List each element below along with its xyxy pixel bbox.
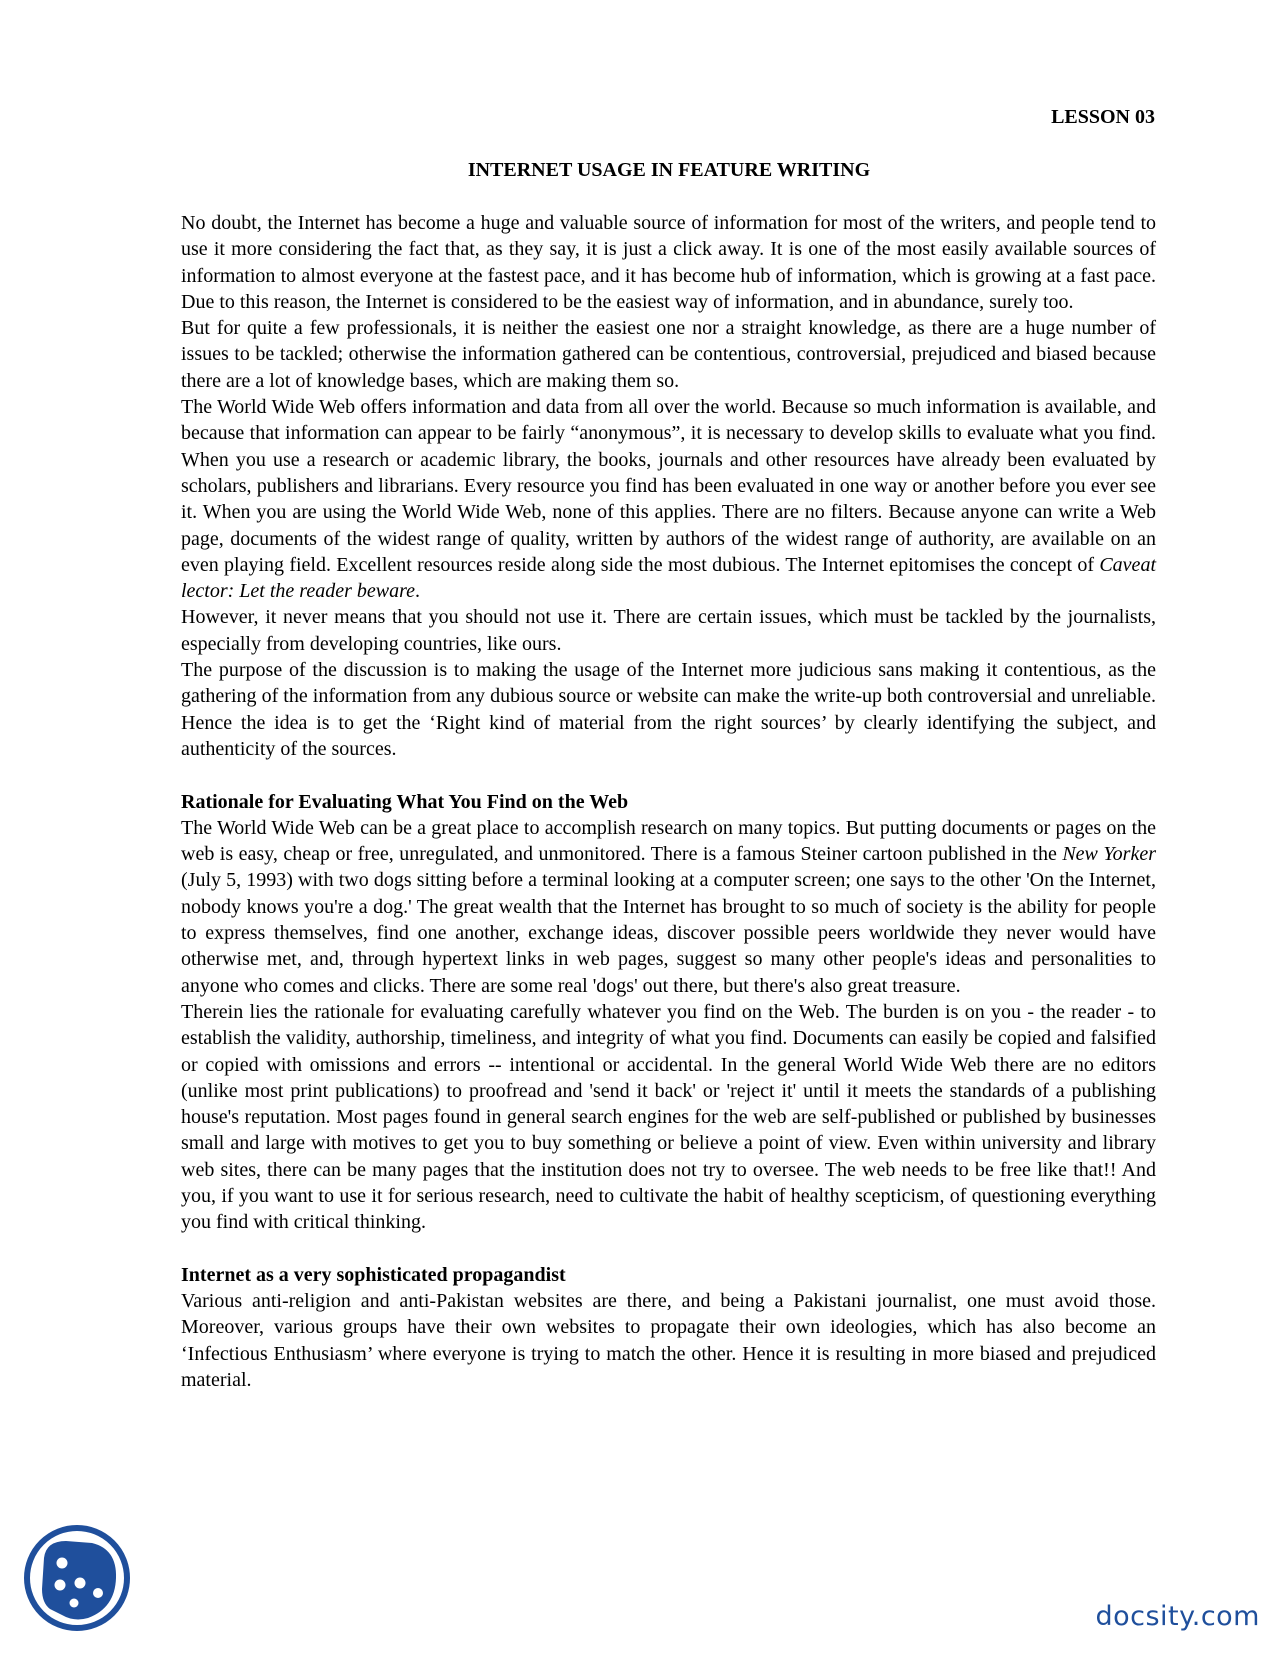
- rationale-paragraph-1-start: The World Wide Web can be a great place to accomplish research on many topics. But putting documents or pages on the web is easy, cheap or free, unregulated, and unmonitored. There is a famous Steiner cartoon published in the: [181, 816, 1156, 866]
- document-body: [181, 210, 1156, 1393]
- rationale-paragraph-1: [181, 815, 1156, 999]
- lesson-number: LESSON 03: [1051, 106, 1155, 128]
- intro-paragraph-5: The purpose of the discussion is to making the usage of the Internet more judicious sans making it contentious, as the gathering of the information from any dubious source or website can make the write-up both controversial and unreliable. Hence the idea is to get the ‘Right kind of material from the right sources’ by clearly identifying the subject, and authenticity of the sources.: [181, 659, 1156, 760]
- docsity-brand-link[interactable]: docsity.com: [1095, 1601, 1260, 1632]
- rationale-paragraph-2: Therein lies the rationale for evaluating carefully whatever you find on the Web. The burden is on you - the reader - to establish the validity, authorship, timeliness, and integrity of what you find. Documents can easily be copied and falsified or copied with omissions and errors -- intentional or accidental. In the general World Wide Web there are no editors (unlike most print publications) to proofread and 'send it back' or 'reject it' until it meets the standards of a publishing house's reputation. Most pages found in general search engines for the web are self-published or published by businesses small and large with motives to get you to buy something or believe a point of view. Even within university and library web sites, there can be many pages that the institution does not try to oversee. The web needs to be free like that!! And you, if you want to use it for serious research, need to cultivate the habit of healthy scepticism, of questioning everything you find with critical thinking.: [181, 1000, 1156, 1234]
- intro-paragraph-3: [181, 394, 1156, 604]
- intro-paragraph-4: However, it never means that you should not use it. There are certain issues, which must be tackled by the journalists, especially from developing countries, like ours.: [181, 606, 1156, 655]
- intro-paragraph-2: But for quite a few professionals, it is neither the easiest one nor a straight knowledge, as there are a huge number of issues to be tackled; otherwise the information gathered can be contentious, controversial, prejudiced and biased because there are a lot of knowledge bases, which are making them so.: [181, 317, 1156, 392]
- new-yorker-title: New Yorker: [1062, 843, 1156, 866]
- section-heading-propagandist: Internet as a very sophisticated propagandist: [181, 1263, 566, 1286]
- section-heading-rationale: Rationale for Evaluating What You Find on the Web: [181, 790, 629, 813]
- intro-paragraph-3-text: The World Wide Web offers information and data from all over the world. Because so much information is available, and because that information can appear to be fairly “anonymous”, it is necessary to develop skills to evaluate what you find. When you use a research or academic library, the books, journals and other resources have already been evaluated by scholars, publishers and librarians. Every resource you find has been evaluated in one way or another before you ever see it. When you are using the World Wide Web, none of this applies. There are no filters. Because anyone can write a Web page, documents of the widest range of quality, written by authors of the widest range of authority, are available on an even playing field. Excellent resources reside along side the most dubious. The Internet epitomises the concept of: [181, 396, 1156, 576]
- propagandist-paragraph-1: Various anti-religion and anti-Pakistan websites are there, and being a Pakistani journalist, one must avoid those. Moreover, various groups have their own websites to propagate their own ideologies, which has also become an ‘Infectious Enthusiasm’ where everyone is trying to match the other. Hence it is resulting in more biased and prejudiced material.: [181, 1290, 1156, 1392]
- caveat-lector-phrase: Caveat lector: Let the reader beware: [181, 553, 1156, 603]
- intro-paragraph-1: No doubt, the Internet has become a huge and valuable source of information for most of the writers, and people tend to use it more considering the fact that, as they say, it is just a click away. It is one of the most easily available sources of information to almost everyone at the fastest pace, and it has become hub of information, which is growing at a fast pace. Due to this reason, the Internet is considered to be the easiest way of information, and in abundance, surely too.: [181, 212, 1156, 313]
- page-title: INTERNET USAGE IN FEATURE WRITING: [467, 159, 871, 181]
- rationale-paragraph-1-end: (July 5, 1993) with two dogs sitting before a terminal looking at a computer screen; one says to the other 'On the Internet, nobody knows you're a dog.' The great wealth that the Internet has brought to so much of society is the ability for people to express themselves, find one another, exchange ideas, discover possible peers worldwide they never would have otherwise met, and, through hypertext links in web pages, suggest so many other people's ideas and personalities to anyone who comes and clicks. There are some real 'dogs' out there, but there's also great treasure.: [181, 869, 1156, 997]
- docsity-logo-icon: [22, 1523, 132, 1633]
- intro-paragraph-3-end: .: [415, 580, 421, 603]
